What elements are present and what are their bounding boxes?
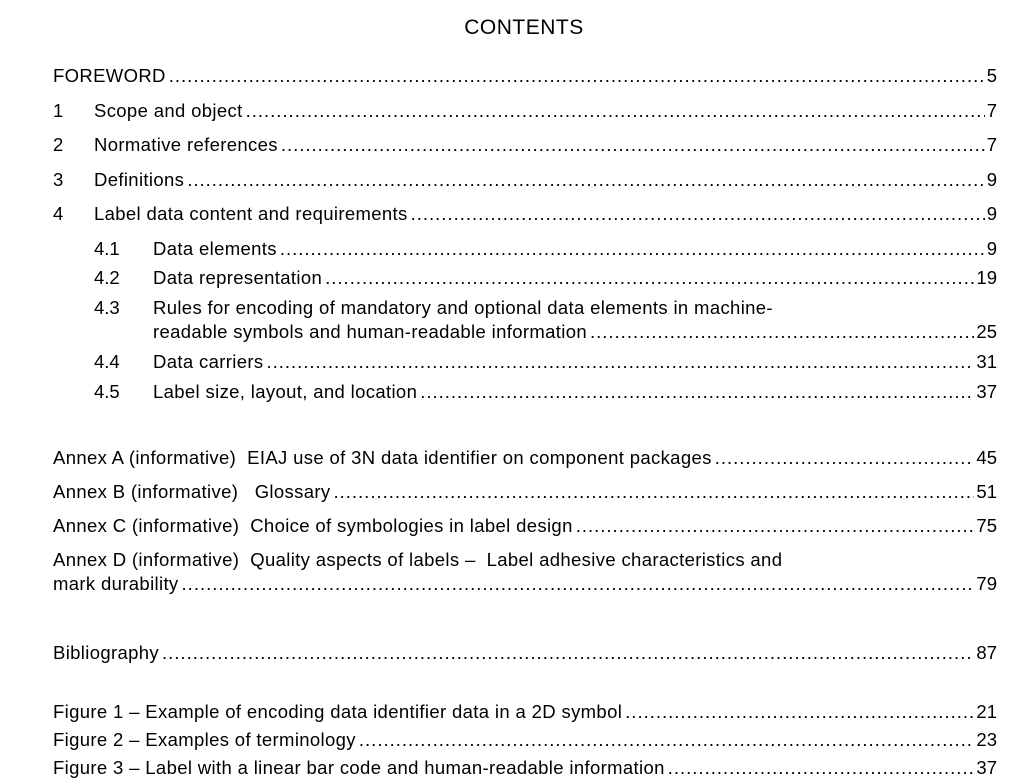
section-number: 4 — [53, 203, 64, 224]
dot-leader — [576, 513, 975, 539]
toc-entry-text: Definitions — [94, 169, 185, 190]
toc-entry-bibliography[interactable] — [53, 640, 997, 666]
toc-page-number: 5 — [986, 65, 997, 86]
toc-entry-data-representation[interactable] — [53, 265, 997, 291]
section-number: 4.1 — [94, 238, 120, 259]
toc-entry-annex-d[interactable] — [53, 547, 997, 599]
section-number: 4.2 — [94, 267, 120, 288]
toc-page-number: 25 — [976, 321, 997, 342]
toc-entry-text-continued: mark durability — [53, 573, 179, 594]
dot-leader — [182, 571, 975, 597]
section-number: 4.3 — [94, 297, 120, 318]
section-number: 2 — [53, 134, 64, 155]
toc-entry-text: Rules for encoding of mandatory and optional data elements in machine- — [153, 297, 773, 318]
dot-leader — [280, 236, 985, 262]
toc-entry-text: Normative references — [94, 134, 278, 155]
toc-entry-figure-3[interactable] — [53, 755, 997, 781]
section-number: 3 — [53, 169, 64, 190]
dot-leader — [625, 699, 974, 725]
toc-page-number: 75 — [976, 515, 997, 536]
toc-entry-text: Annex D (informative) Quality aspects of labels – Label adhesive characteristics and — [53, 549, 783, 570]
toc-entry-text: Data elements — [153, 238, 277, 259]
toc-page-number: 45 — [976, 447, 997, 468]
toc-entry-data-elements[interactable] — [53, 236, 997, 262]
toc-entry-text: Bibliography — [53, 642, 160, 663]
dot-leader — [668, 755, 975, 781]
toc-page-number: 87 — [976, 642, 997, 663]
toc-entry-annex-b[interactable] — [53, 479, 997, 505]
toc-entry-normative-references[interactable] — [53, 132, 997, 158]
section-number: 1 — [53, 100, 64, 121]
toc-page-number: 37 — [976, 757, 997, 778]
toc-entry-text: Data carriers — [153, 351, 264, 372]
toc-entry-figure-2[interactable] — [53, 727, 997, 753]
dot-leader — [420, 379, 974, 405]
dot-leader — [266, 349, 974, 375]
section-number: 4.5 — [94, 381, 120, 402]
dot-leader — [162, 640, 974, 666]
toc-page-number: 7 — [986, 134, 997, 155]
toc-entry-definitions[interactable] — [53, 167, 997, 193]
dot-leader — [187, 167, 984, 193]
toc-page-number: 9 — [986, 238, 997, 259]
page-title: CONTENTS — [464, 16, 584, 39]
toc-entry-text: FOREWORD — [53, 65, 166, 86]
toc-entry-text: Figure 3 – Label with a linear bar code and human-readable information — [53, 757, 665, 778]
toc-page-number: 21 — [976, 701, 997, 722]
toc-entry-label-data-content[interactable] — [53, 201, 997, 227]
toc-entry-scope[interactable] — [53, 98, 997, 124]
toc-entry-figure-1[interactable] — [53, 699, 997, 725]
section-number: 4.4 — [94, 351, 120, 372]
dot-leader — [411, 201, 985, 227]
toc-entry-text: Label data content and requirements — [94, 203, 408, 224]
toc-entry-text: Data representation — [153, 267, 323, 288]
dot-leader — [281, 132, 985, 158]
toc-entry-text: Annex C (informative) Choice of symbologies in label design — [53, 515, 573, 536]
toc-page-number: 37 — [976, 381, 997, 402]
toc-page-number: 23 — [976, 729, 997, 750]
toc-page-number: 9 — [986, 203, 997, 224]
toc-page-number: 51 — [976, 481, 997, 502]
dot-leader — [333, 479, 974, 505]
toc-entry-text: Figure 1 – Example of encoding data identifier data in a 2D symbol — [53, 701, 623, 722]
toc-entry-text: Annex B (informative) Glossary — [53, 481, 331, 502]
toc-entry-data-carriers[interactable] — [53, 349, 997, 375]
toc-entry-text: Label size, layout, and location — [153, 381, 418, 402]
toc-entry-annex-a[interactable] — [53, 445, 997, 471]
toc-entry-text: Scope and object — [94, 100, 243, 121]
toc-entry-text-continued: readable symbols and human-readable information — [153, 321, 587, 342]
toc-page-number: 79 — [976, 573, 997, 594]
toc-page-number: 9 — [986, 169, 997, 190]
toc-entry-foreword[interactable] — [53, 63, 997, 89]
toc-entry-text: Annex A (informative) EIAJ use of 3N data identifier on component packages — [53, 447, 712, 468]
dot-leader — [359, 727, 975, 753]
dot-leader — [325, 265, 974, 291]
toc-page-number: 7 — [986, 100, 997, 121]
dot-leader — [715, 445, 975, 471]
dot-leader — [169, 63, 985, 89]
dot-leader — [246, 98, 985, 124]
toc-page-number: 31 — [976, 351, 997, 372]
toc-page-number: 19 — [976, 267, 997, 288]
toc-entry-text: Figure 2 – Examples of terminology — [53, 729, 356, 750]
toc-entry-rules-for-encoding[interactable] — [53, 295, 997, 347]
toc-entry-label-size[interactable] — [53, 379, 997, 405]
toc-entry-annex-c[interactable] — [53, 513, 997, 539]
dot-leader — [590, 319, 974, 345]
